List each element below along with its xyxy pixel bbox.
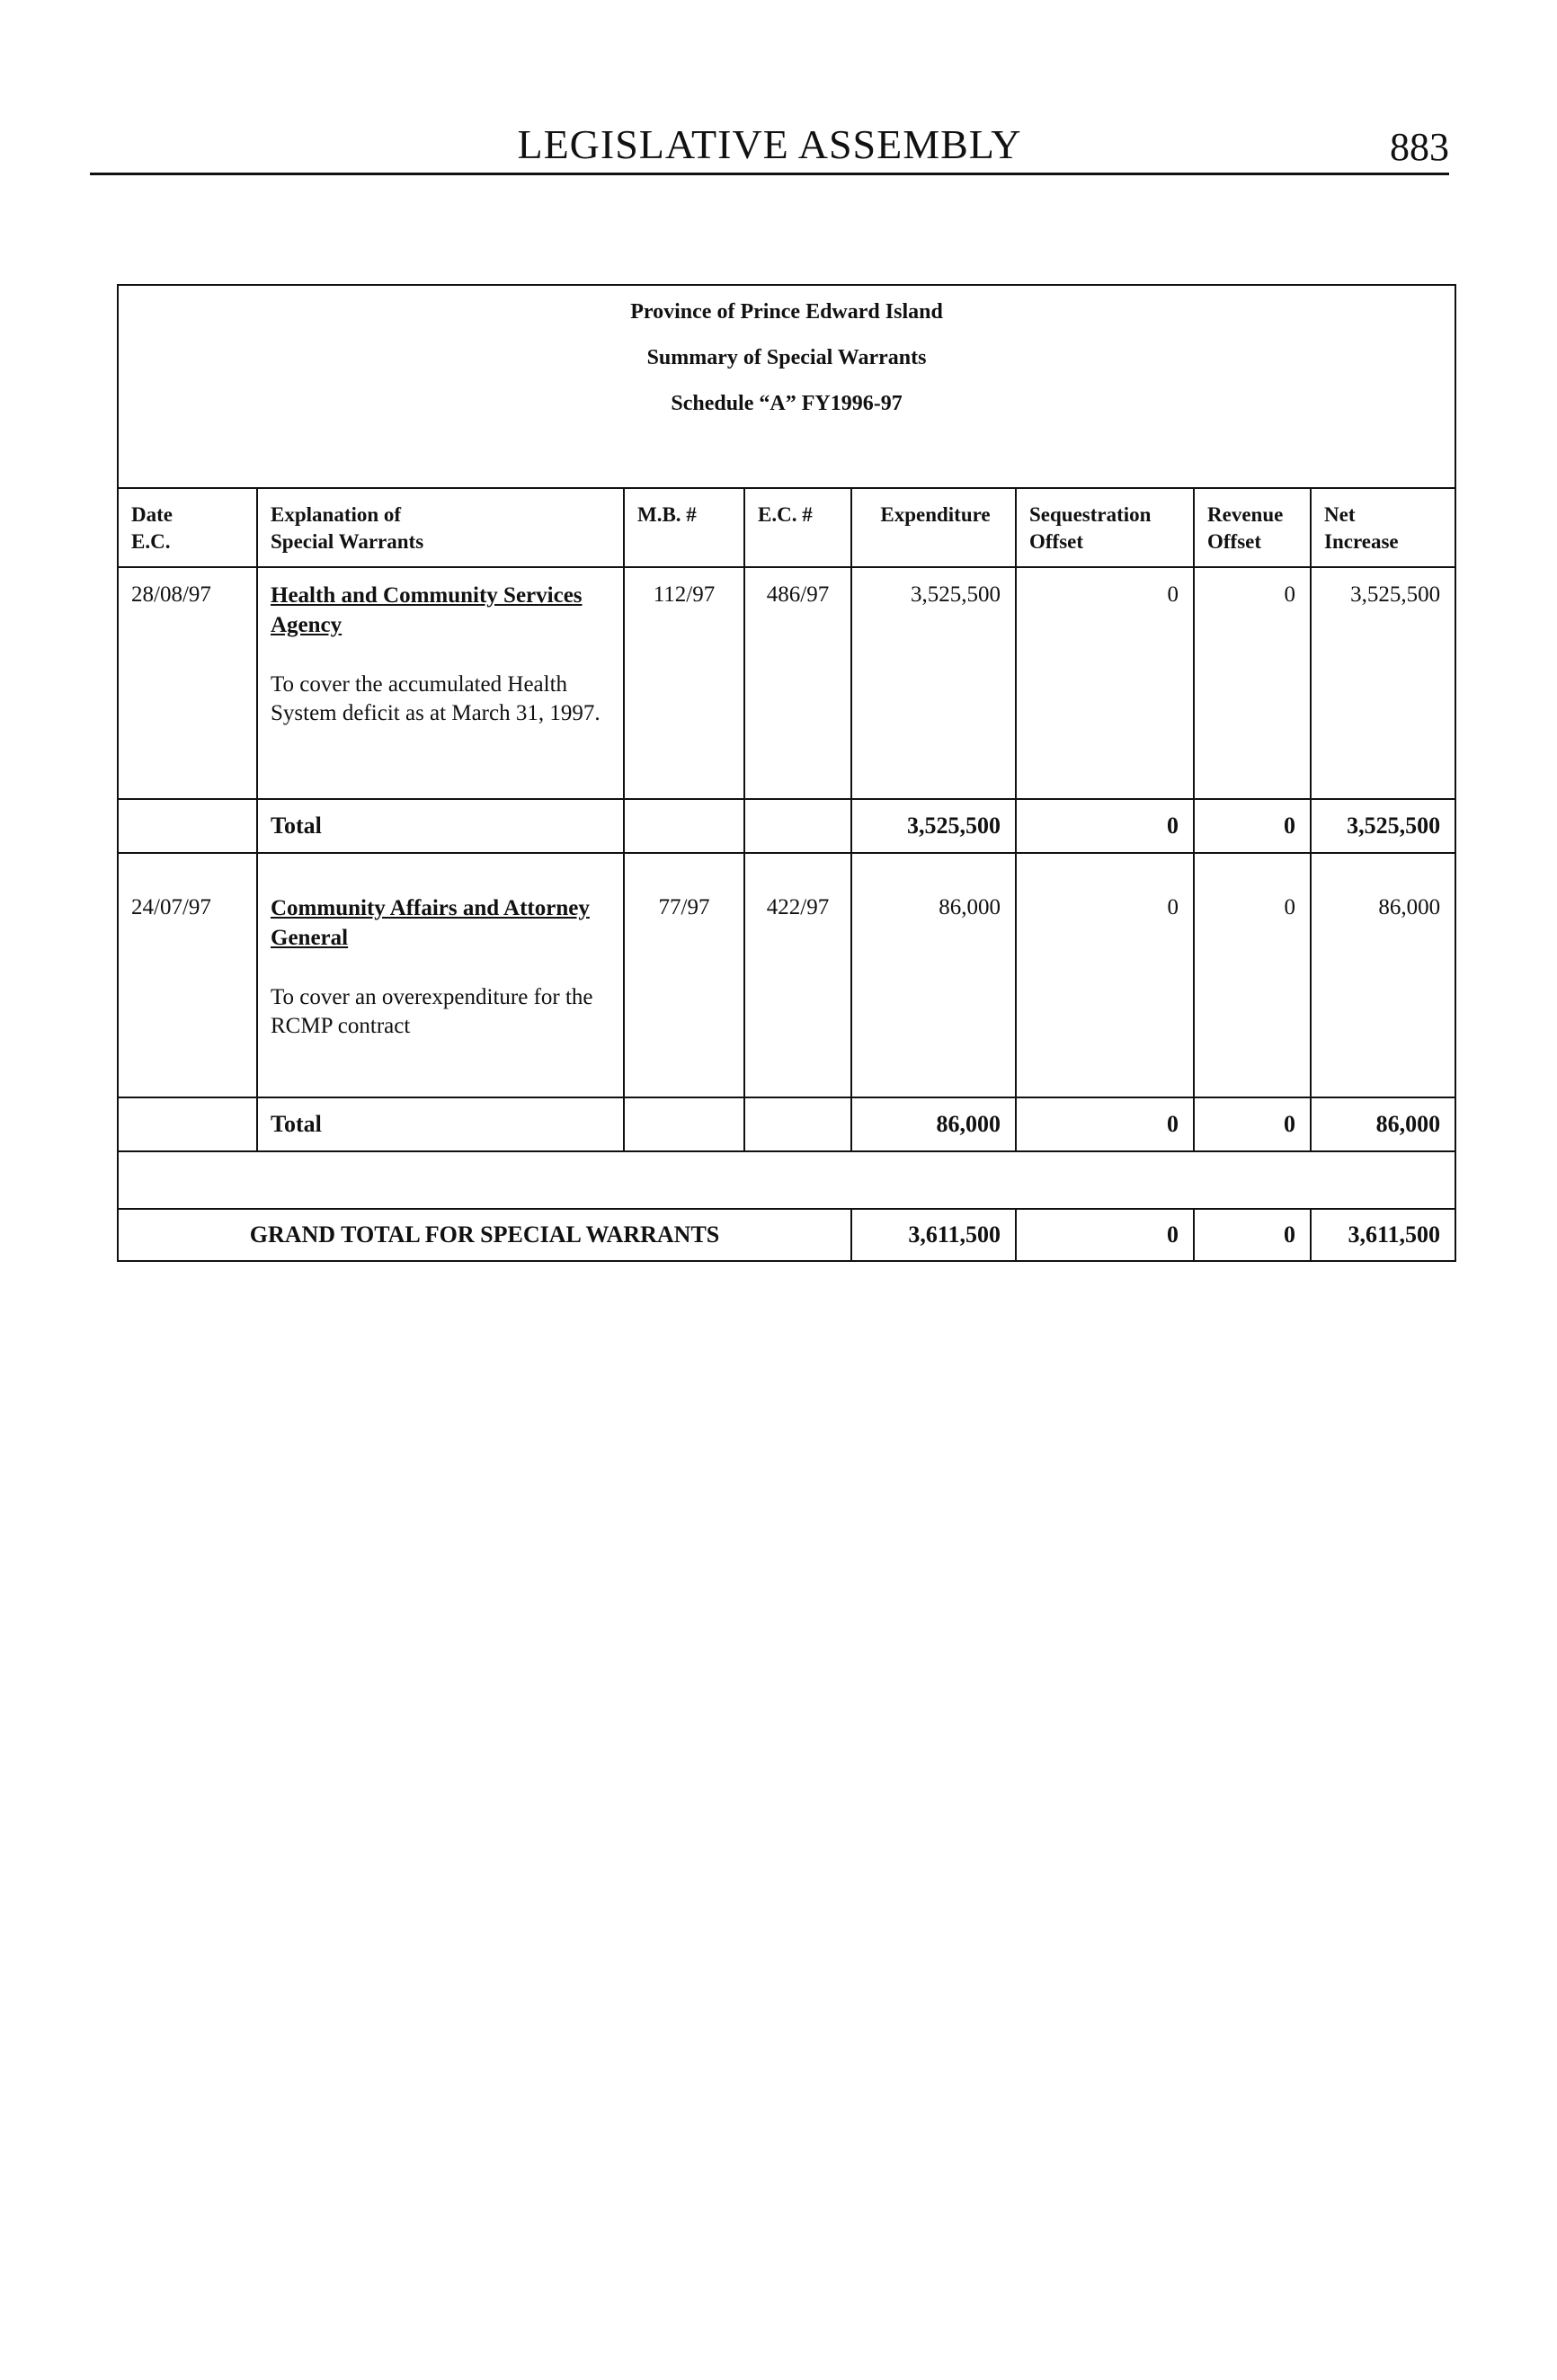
col-explanation: Explanation of Special Warrants xyxy=(257,488,624,567)
table-banner xyxy=(118,285,1455,488)
page-title: LEGISLATIVE ASSEMBLY xyxy=(517,121,1022,167)
grand-total-expenditure: 3,611,500 xyxy=(851,1209,1016,1261)
col-revenue-offset: Revenue Offset xyxy=(1194,488,1311,567)
col-mb: M.B. # xyxy=(624,488,744,567)
row-ec: 422/97 xyxy=(744,853,851,1097)
total-row xyxy=(118,799,1455,853)
row-explanation xyxy=(257,567,624,799)
banner-schedule: Schedule “A” FY1996-97 xyxy=(671,392,903,415)
row-sequestration: 0 xyxy=(1016,567,1194,799)
total-sequestration: 0 xyxy=(1016,1097,1194,1151)
spacer-row xyxy=(118,1151,1455,1209)
row-sequestration: 0 xyxy=(1016,853,1194,1097)
total-sequestration: 0 xyxy=(1016,799,1194,853)
col-ec: E.C. # xyxy=(744,488,851,567)
grand-total-label: GRAND TOTAL FOR SPECIAL WARRANTS xyxy=(118,1209,851,1261)
row-explanation xyxy=(257,853,624,1097)
row-revenue: 0 xyxy=(1194,567,1311,799)
total-expenditure: 3,525,500 xyxy=(851,799,1016,853)
row-net: 3,525,500 xyxy=(1311,567,1455,799)
row-ec: 486/97 xyxy=(744,567,851,799)
page-number: 883 xyxy=(1390,125,1449,169)
grand-total-revenue: 0 xyxy=(1194,1209,1311,1261)
row-net: 86,000 xyxy=(1311,853,1455,1097)
row-mb: 112/97 xyxy=(624,567,744,799)
row-mb: 77/97 xyxy=(624,853,744,1097)
total-label: Total xyxy=(257,1097,624,1151)
row-date: 28/08/97 xyxy=(118,567,257,799)
col-sequestration-offset: Sequestration Offset xyxy=(1016,488,1194,567)
col-expenditure: Expenditure xyxy=(851,488,1016,567)
table-row xyxy=(118,567,1455,799)
col-net-increase: Net Increase xyxy=(1311,488,1455,567)
page-header xyxy=(90,115,1449,175)
grand-total-net: 3,611,500 xyxy=(1311,1209,1455,1261)
banner-summary: Summary of Special Warrants xyxy=(646,346,927,369)
grand-total-sequestration: 0 xyxy=(1016,1209,1194,1261)
total-label: Total xyxy=(257,799,624,853)
row-revenue: 0 xyxy=(1194,853,1311,1097)
row-date: 24/07/97 xyxy=(118,853,257,1097)
total-revenue: 0 xyxy=(1194,1097,1311,1151)
warrant-description: To cover an overexpenditure for the RCMP contract xyxy=(271,985,593,1038)
warrant-description: To cover the accumulated Health System deficit as at March 31, 1997. xyxy=(271,672,601,725)
department-name: Health and Community Services Agency xyxy=(271,583,583,637)
total-expenditure: 86,000 xyxy=(851,1097,1016,1151)
grand-total-row xyxy=(118,1209,1455,1261)
row-expenditure: 86,000 xyxy=(851,853,1016,1097)
table-row xyxy=(118,853,1455,1097)
row-expenditure: 3,525,500 xyxy=(851,567,1016,799)
special-warrants-table xyxy=(117,284,1456,1262)
total-revenue: 0 xyxy=(1194,799,1311,853)
department-name: Community Affairs and Attorney General xyxy=(271,896,590,950)
total-net: 3,525,500 xyxy=(1311,799,1455,853)
total-row xyxy=(118,1097,1455,1151)
total-net: 86,000 xyxy=(1311,1097,1455,1151)
banner-province: Province of Prince Edward Island xyxy=(630,300,943,324)
column-header-row xyxy=(118,488,1455,567)
col-date: Date E.C. xyxy=(118,488,257,567)
